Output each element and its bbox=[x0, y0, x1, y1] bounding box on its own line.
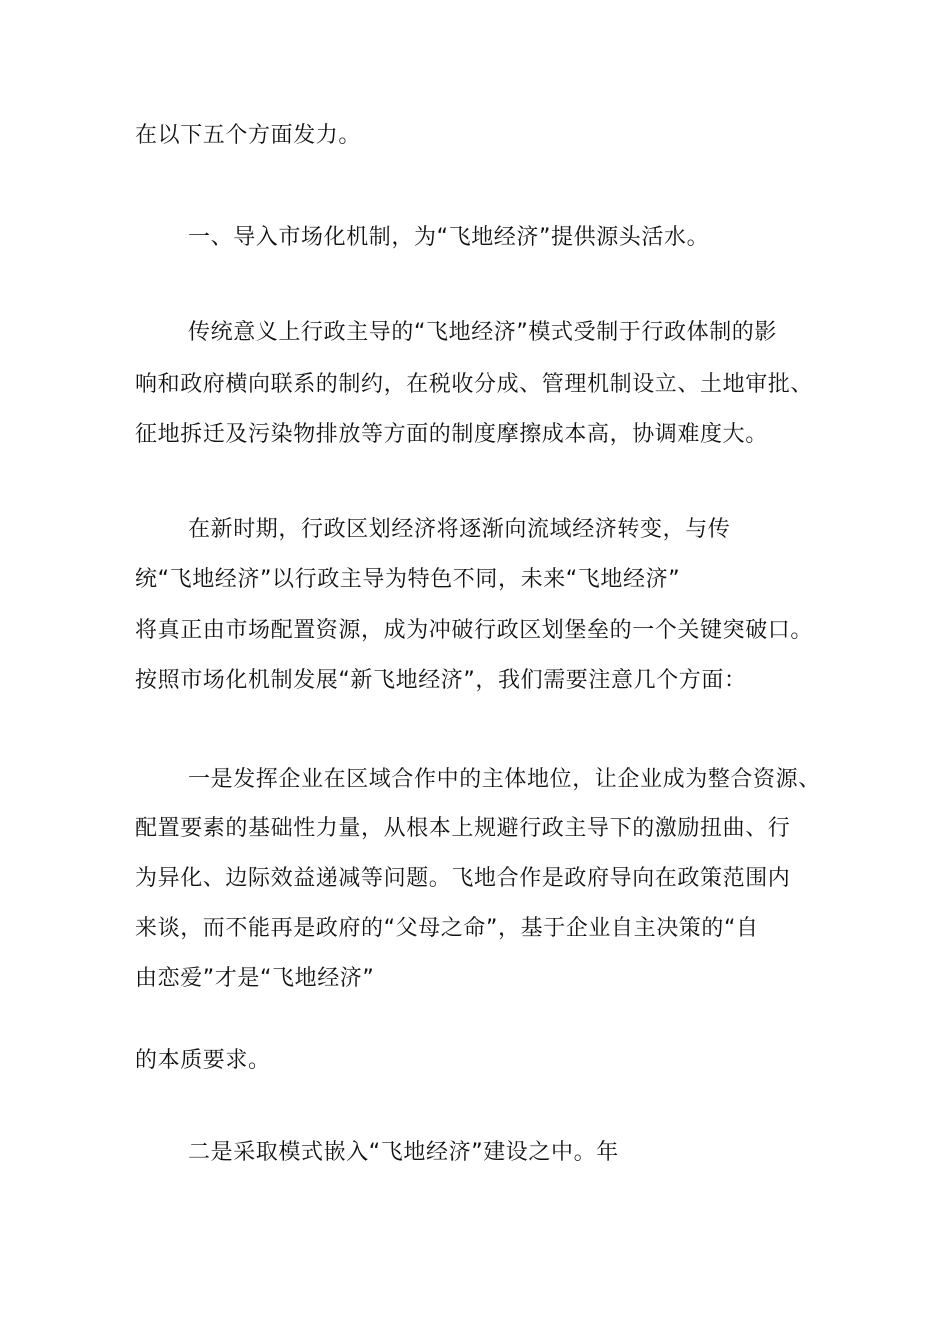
text-line: 将真正由市场配置资源，成为冲破行政区划堡垒的一个关键突破口。 bbox=[135, 618, 814, 643]
text-line: 响和政府横向联系的制约，在税收分成、管理机制设立、土地审批、 bbox=[135, 372, 814, 397]
text-line: 为异化、边际效益递减等问题。飞地合作是政府导向在政策范围内 bbox=[135, 866, 791, 891]
text-line: 在新时期，行政区划经济将逐渐向流域经济转变，与传 bbox=[188, 517, 731, 542]
text-line: 由恋爱”才是“飞地经济” bbox=[135, 966, 375, 991]
text-line: 的本质要求。 bbox=[135, 1048, 271, 1073]
text-line: 统“飞地经济”以行政主导为特色不同，未来“飞地经济” bbox=[135, 567, 681, 592]
text-line: 二是采取模式嵌入“飞地经济”建设之中。年 bbox=[188, 1140, 619, 1165]
section-heading: 一、导入市场化机制，为“飞地经济”提供源头活水。 bbox=[188, 225, 710, 250]
text-line: 按照市场化机制发展“新飞地经济”，我们需要注意几个方面： bbox=[135, 668, 747, 693]
text-line: 传统意义上行政主导的“飞地经济”模式受制于行政体制的影 bbox=[188, 320, 777, 345]
text-line: 一是发挥企业在区域合作中的主体地位，让企业成为整合资源、 bbox=[188, 767, 821, 792]
text-line: 来谈，而不能再是政府的“父母之命”，基于企业自主决策的“自 bbox=[135, 916, 759, 941]
text-line: 在以下五个方面发力。 bbox=[135, 123, 362, 148]
text-line: 配置要素的基础性力量，从根本上规避行政主导下的激励扭曲、行 bbox=[135, 816, 791, 841]
text-line: 征地拆迁及污染物排放等方面的制度摩擦成本高，协调难度大。 bbox=[135, 422, 768, 447]
